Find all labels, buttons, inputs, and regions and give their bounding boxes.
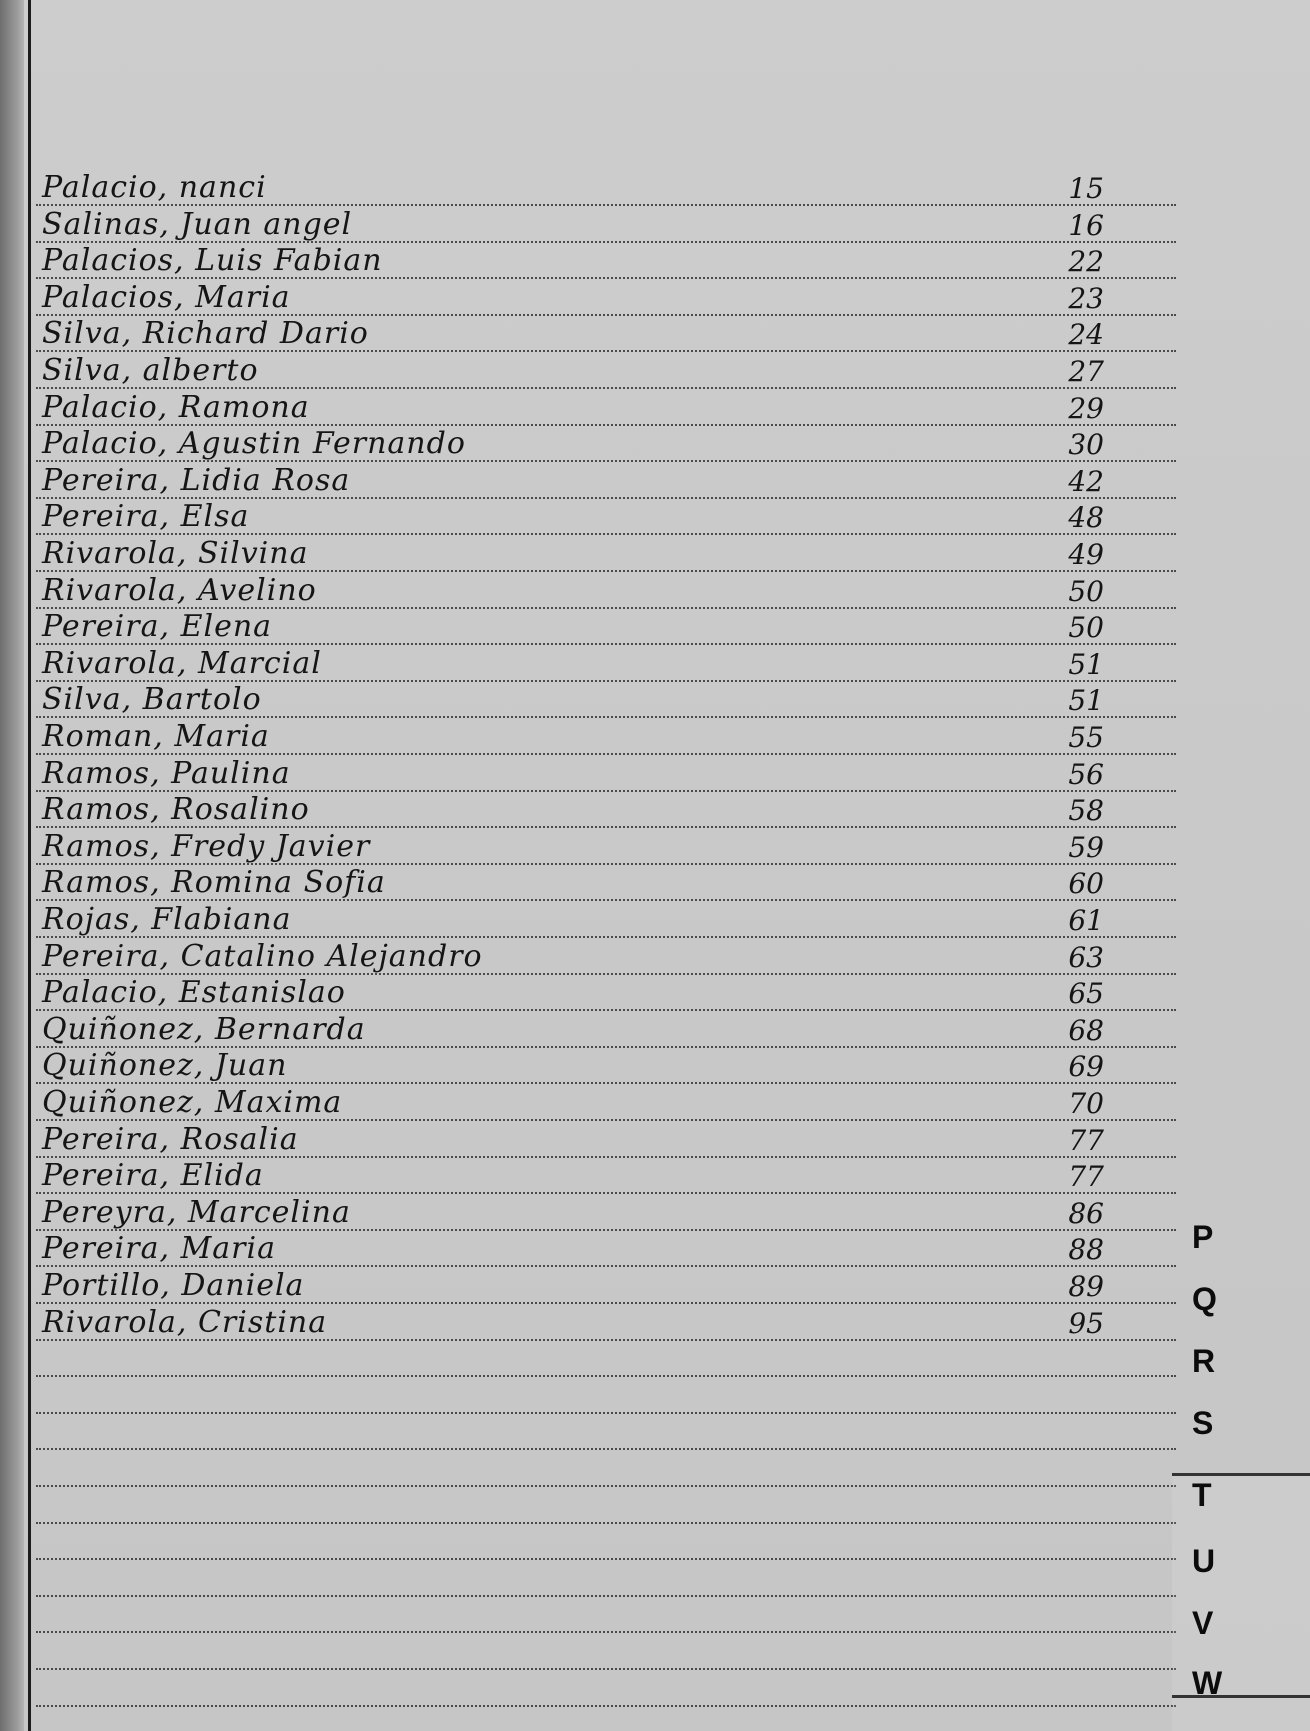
list-item: [36, 1194, 1176, 1233]
index-tab-w[interactable]: [1172, 1651, 1310, 1713]
dotted-rule: [36, 1631, 1176, 1633]
empty-line: [36, 1715, 1176, 1731]
list-item: [36, 755, 1176, 794]
entry-number: 16: [1068, 208, 1104, 242]
empty-line: [36, 1642, 1176, 1672]
index-tab-letter: P: [1192, 1219, 1214, 1255]
entry-name: Rivarola, Silvina: [42, 536, 309, 571]
entry-name: Ramos, Fredy Javier: [42, 828, 371, 864]
empty-line: [36, 1422, 1176, 1452]
margin-line: [28, 0, 31, 1731]
entry-name: Ramos, Rosalino: [42, 792, 310, 828]
list-item: [36, 645, 1176, 684]
entry-name: Quiñonez, Maxima: [42, 1085, 343, 1120]
entry-name: Silva, Richard Dario: [42, 316, 369, 352]
entry-number: 68: [1068, 1013, 1104, 1047]
binding-edge: [0, 0, 24, 1731]
tab-divider: [1172, 1473, 1310, 1476]
list-item: [36, 353, 1176, 391]
list-item: [36, 499, 1176, 537]
list-item: [36, 1085, 1176, 1123]
entry-name: Palacios, Luis Fabian: [42, 243, 383, 279]
list-item: [36, 719, 1176, 757]
index-tab-letter: R: [1192, 1343, 1216, 1379]
entry-name: Palacio, Estanislao: [42, 975, 346, 1011]
list-item: [36, 938, 1176, 977]
dotted-rule: [36, 1705, 1176, 1707]
entry-name: Pereira, Rosalia: [42, 1121, 299, 1157]
entry-name: Portillo, Daniela: [42, 1268, 305, 1303]
list-item: [36, 792, 1176, 830]
entry-name: Pereira, Maria: [42, 1231, 277, 1267]
list-item: [36, 536, 1176, 574]
list-item: [36, 865, 1176, 903]
entry-number: 65: [1068, 977, 1104, 1011]
list-item: [36, 1268, 1176, 1306]
entry-number: 50: [1068, 574, 1104, 608]
entry-name: Pereira, Catalino Alejandro: [42, 938, 483, 974]
list-item: [36, 316, 1176, 354]
dotted-rule: [36, 1668, 1176, 1670]
list-item: [36, 902, 1176, 940]
dotted-rule: [36, 1558, 1176, 1560]
index-tab-q[interactable]: [1172, 1267, 1310, 1329]
empty-line: [36, 1679, 1176, 1709]
list-item: [36, 1158, 1176, 1196]
list-item: [36, 572, 1176, 611]
entry-name: Rojas, Flabiana: [42, 902, 292, 937]
list-item: [36, 975, 1176, 1013]
entry-name: Palacio, Ramona: [42, 389, 310, 425]
list-item: [36, 1231, 1176, 1269]
entry-number: 30: [1068, 428, 1104, 462]
entry-list: [36, 0, 1176, 1731]
list-item: [36, 243, 1176, 281]
entry-name: Palacio, Agustin Fernando: [42, 426, 466, 462]
entry-name: Palacios, Maria: [42, 279, 291, 315]
entry-name: Roman, Maria: [42, 719, 270, 754]
list-item: [36, 609, 1176, 647]
entry-number: 42: [1068, 464, 1104, 498]
entry-name: Ramos, Romina Sofia: [42, 865, 386, 901]
index-tab-p[interactable]: [1172, 1205, 1310, 1267]
entry-number: 88: [1068, 1233, 1104, 1267]
entry-number: 56: [1068, 757, 1104, 791]
entry-number: 29: [1068, 391, 1104, 425]
entry-number: 58: [1068, 794, 1104, 828]
entry-number: 15: [1068, 172, 1104, 205]
list-item: [36, 1011, 1176, 1050]
entry-number: 51: [1068, 647, 1104, 681]
entry-number: 69: [1068, 1050, 1104, 1084]
entry-number: 49: [1068, 538, 1104, 571]
entry-name: Pereira, Lidia Rosa: [42, 462, 351, 498]
entry-name: Silva, alberto: [42, 353, 259, 388]
empty-line: [36, 1386, 1176, 1416]
entry-number: 77: [1068, 1160, 1104, 1194]
entry-name: Quiñonez, Bernarda: [42, 1011, 366, 1047]
index-tab-u[interactable]: [1172, 1529, 1310, 1591]
empty-line: [36, 1496, 1176, 1526]
entry-number: 51: [1068, 684, 1104, 718]
entry-number: 48: [1068, 501, 1104, 535]
list-item: [36, 682, 1176, 720]
index-tab-letter: W: [1192, 1665, 1223, 1701]
list-item: [36, 1304, 1176, 1343]
entry-name: Pereira, Elena: [42, 609, 273, 645]
entry-number: 95: [1068, 1306, 1104, 1340]
list-item: [36, 206, 1176, 245]
index-tab-letter: U: [1192, 1543, 1216, 1579]
entry-name: Pereyra, Marcelina: [42, 1194, 351, 1230]
entry-number: 86: [1068, 1196, 1104, 1230]
entry-number: 61: [1068, 904, 1104, 937]
entry-number: 63: [1068, 940, 1104, 974]
entry-number: 77: [1068, 1123, 1104, 1157]
entry-number: 50: [1068, 611, 1104, 645]
empty-line: [36, 1569, 1176, 1599]
tab-divider: [1172, 1695, 1310, 1698]
entry-name: Rivarola, Marcial: [42, 645, 322, 681]
entry-number: 22: [1068, 245, 1104, 279]
entry-number: 55: [1068, 721, 1104, 754]
list-item: [36, 462, 1176, 501]
entry-name: Silva, Bartolo: [42, 682, 262, 718]
dotted-rule: [36, 1448, 1176, 1450]
empty-line: [36, 1605, 1176, 1635]
list-item: [36, 1048, 1176, 1086]
list-item: [36, 279, 1176, 318]
entry-name: Ramos, Paulina: [42, 755, 291, 791]
alphabet-index-tabs: [1172, 1205, 1310, 1731]
empty-line: [36, 1532, 1176, 1562]
empty-line: [36, 1459, 1176, 1489]
entry-name: Pereira, Elida: [42, 1158, 264, 1194]
list-item: [36, 426, 1176, 464]
entry-name: Rivarola, Cristina: [42, 1304, 328, 1340]
index-tab-r[interactable]: [1172, 1329, 1310, 1391]
index-tab-letter: V: [1192, 1605, 1214, 1641]
index-tab-s[interactable]: [1172, 1391, 1310, 1453]
entry-name: Salinas, Juan angel: [42, 206, 353, 242]
entry-name: Pereira, Elsa: [42, 499, 250, 535]
dotted-rule: [36, 1595, 1176, 1597]
entry-number: 24: [1068, 318, 1104, 352]
entry-name: Quiñonez, Juan: [42, 1048, 288, 1084]
list-item: [36, 1121, 1176, 1160]
dotted-rule: [36, 1485, 1176, 1487]
entry-number: 70: [1068, 1087, 1104, 1120]
list-item: [36, 170, 1176, 208]
dotted-rule: [36, 1412, 1176, 1414]
list-item: [36, 828, 1176, 867]
index-tab-letter: Q: [1192, 1281, 1217, 1317]
entry-number: 89: [1068, 1270, 1104, 1303]
dotted-rule: [36, 1375, 1176, 1377]
entry-number: 27: [1068, 355, 1104, 388]
empty-line: [36, 1349, 1176, 1379]
entry-number: 23: [1068, 281, 1104, 315]
index-tab-letter: S: [1192, 1405, 1214, 1441]
index-tab-letter: T: [1192, 1477, 1212, 1513]
entry-name: Palacio, nanci: [42, 170, 267, 205]
entry-number: 60: [1068, 867, 1104, 901]
list-item: [36, 389, 1176, 428]
entry-name: Rivarola, Avelino: [42, 572, 317, 608]
dotted-rule: [36, 1522, 1176, 1524]
entry-number: 59: [1068, 830, 1104, 864]
index-tab-v[interactable]: [1172, 1591, 1310, 1653]
